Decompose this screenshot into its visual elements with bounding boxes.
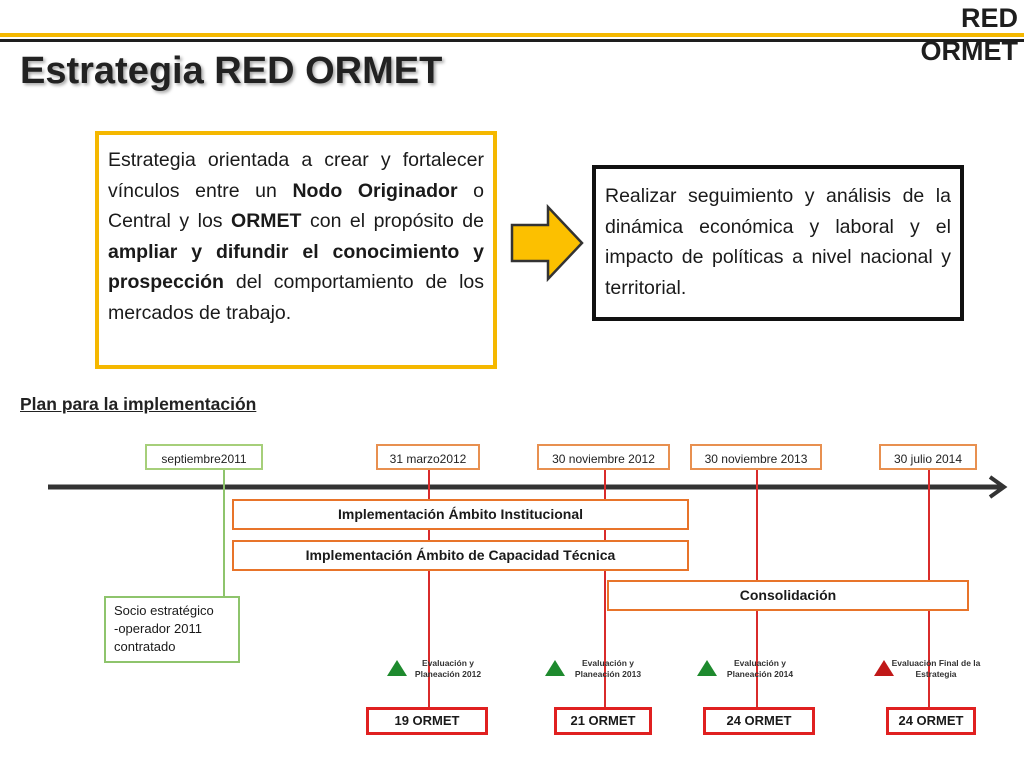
timeline-arrow <box>44 475 1014 499</box>
date-box-mar2012: 31 marzo2012 <box>376 444 480 470</box>
evaluation-final-label: Evaluación Final de la Estrategia <box>891 658 981 679</box>
socio-line-2: -operador 2011 <box>114 621 202 636</box>
socio-estrategico-box <box>104 596 240 663</box>
phase-institucional: Implementación Ámbito Institucional <box>232 499 689 530</box>
ormet-count-final: 24 ORMET <box>886 707 976 735</box>
plan-subtitle: Plan para la implementación <box>20 394 257 414</box>
red-ormet-logo <box>921 2 1019 68</box>
description-part: del comportamiento de los mercados de trabajo. <box>108 271 484 324</box>
phase-capacidad-tecnica: Implementación Ámbito de Capacidad Técnica <box>232 540 689 571</box>
date-box-jul2014: 30 julio 2014 <box>879 444 977 470</box>
description-part: Estrategia orientada a crear y fortalecer vínculos entre un <box>108 149 484 202</box>
strategy-result-box: Realizar seguimiento y análisis de la dinámica económica y laboral y el impacto de políticas a nivel nacional y territorial. <box>592 165 964 321</box>
date-box-nov2013: 30 noviembre 2013 <box>690 444 822 470</box>
evaluation-2012-triangle-icon <box>386 659 408 677</box>
evaluation-2014-triangle-icon <box>696 659 718 677</box>
connector-line-sep2011 <box>223 470 225 597</box>
ormet-count-2012: 19 ORMET <box>366 707 488 735</box>
date-box-sep2011: septiembre2011 <box>145 444 263 470</box>
right-arrow-icon <box>508 203 586 283</box>
header-bar-bottom <box>0 39 1024 42</box>
socio-line-1: Socio estratégico <box>114 603 214 618</box>
logo-line-2: ORMET <box>920 36 1018 66</box>
phase-consolidacion: Consolidación <box>607 580 969 611</box>
evaluation-2013-label: Evaluación y Planeación 2013 <box>574 658 642 679</box>
strategy-description-box <box>95 131 497 369</box>
date-box-nov2012: 30 noviembre 2012 <box>537 444 670 470</box>
description-part: o Central y los <box>108 179 485 232</box>
description-part: ORMET <box>231 210 302 232</box>
header-bar-top <box>0 33 1024 37</box>
logo-line-1: RED <box>960 3 1018 33</box>
evaluation-2014-label: Evaluación y Planeación 2014 <box>726 658 794 679</box>
description-part: con el propósito de <box>301 210 484 232</box>
description-part: Nodo Originador <box>292 179 458 202</box>
ormet-count-2014: 24 ORMET <box>703 707 815 735</box>
evaluation-2013-triangle-icon <box>544 659 566 677</box>
description-part: ampliar y difundir el conocimiento y prospección <box>108 240 484 293</box>
evaluation-2012-label: Evaluación y Planeación 2012 <box>414 658 482 679</box>
socio-line-3: contratado <box>114 639 176 654</box>
page-title: Estrategia RED ORMET <box>20 50 443 92</box>
ormet-count-2013: 21 ORMET <box>554 707 652 735</box>
